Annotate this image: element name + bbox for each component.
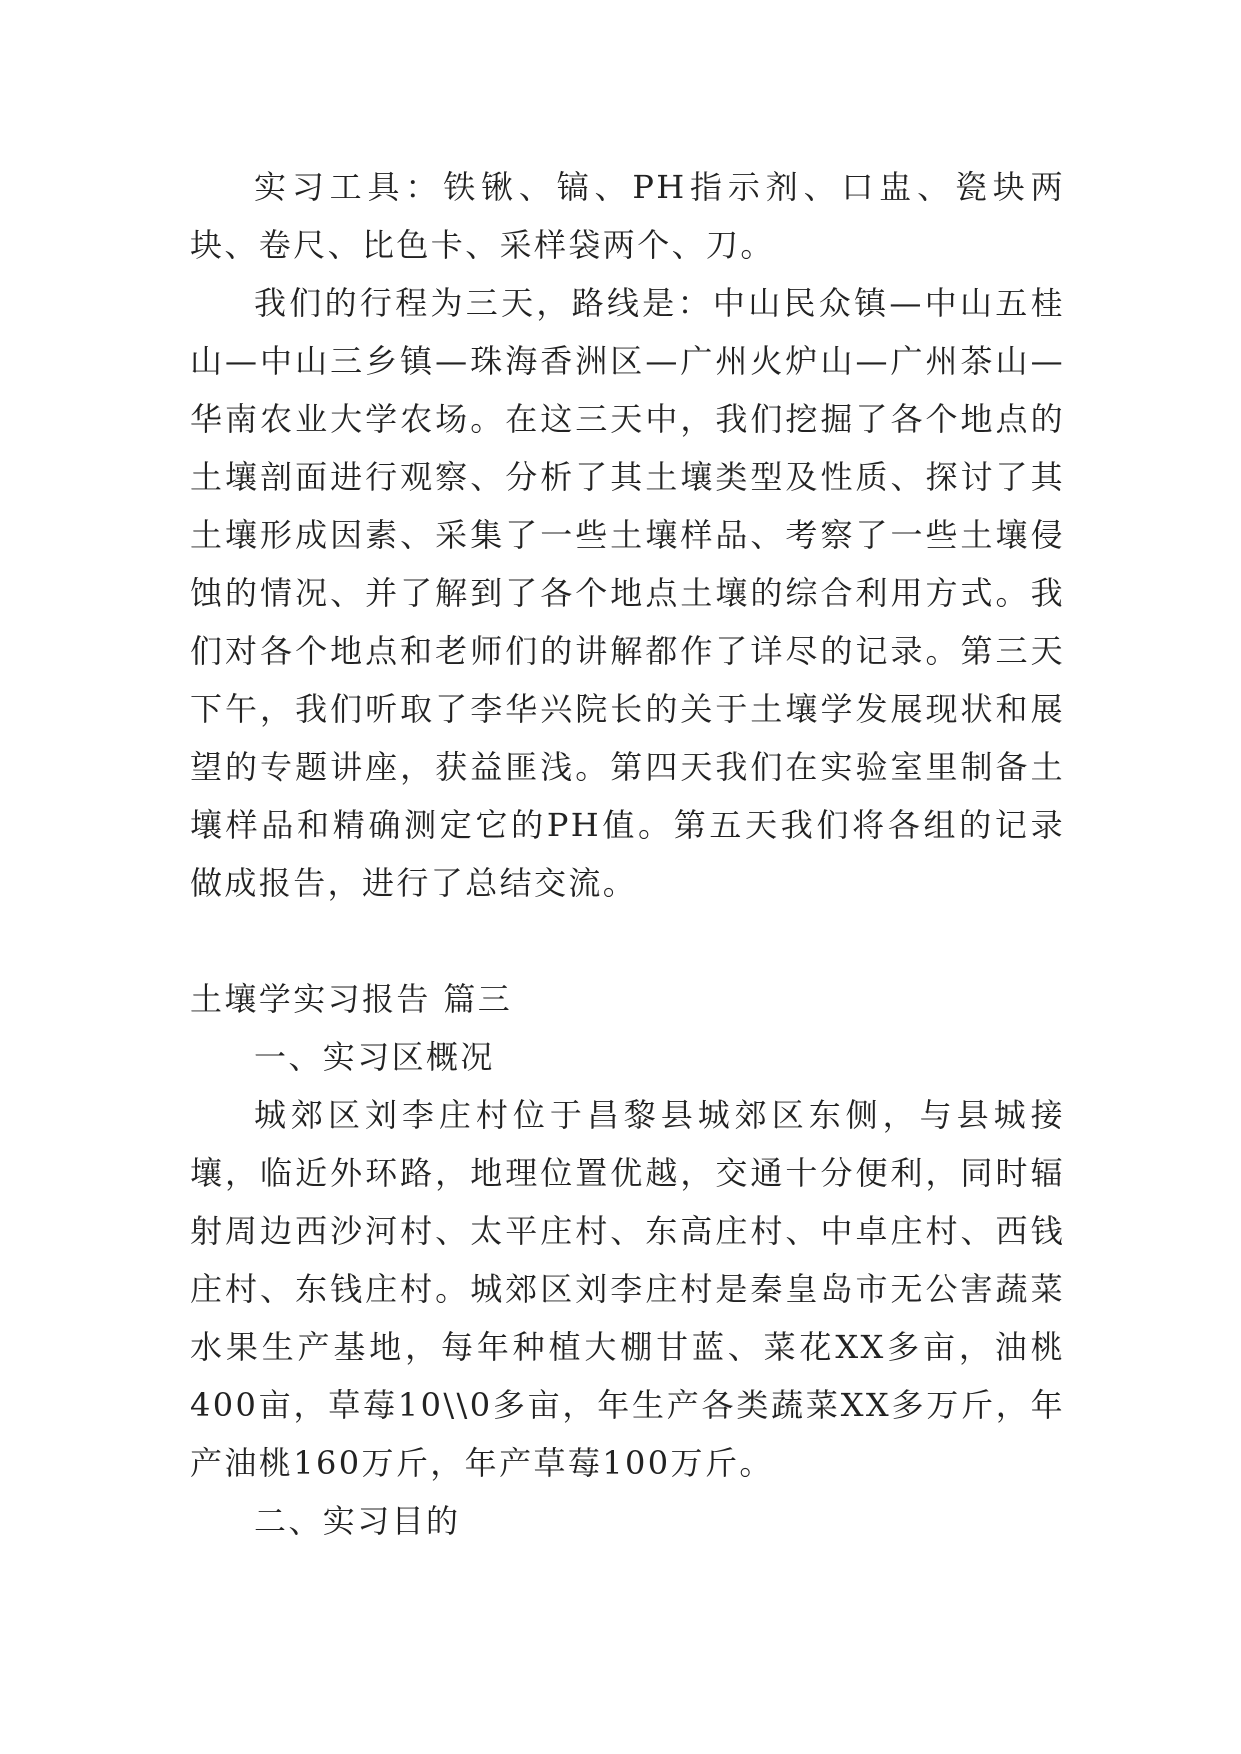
paragraph-tools: 实习工具：铁锹、镐、PH指示剂、口盅、瓷块两块、卷尺、比色卡、采样袋两个、刀。	[190, 168, 1065, 264]
section-title: 土壤学实习报告 篇三	[190, 980, 513, 1018]
paragraph-area-overview: 城郊区刘李庄村位于昌黎县城郊区东侧，与县城接壤，临近外环路，地理位置优越，交通十分便利，同时辐射周边西沙河村、太平庄村、东高庄村、中卓庄村、西钱庄村、东钱庄村。城郊区刘李庄村是秦皇岛市无公害蔬菜水果生产基地，每年种植大棚甘蓝、菜花XX多亩，油桃400亩，草莓10\\0多亩，年生产各类蔬菜XX多万斤，年产油桃160万斤，年产草莓100万斤。	[190, 1096, 1065, 1482]
paragraph-itinerary: 我们的行程为三天，路线是：中山民众镇—中山五桂山—中山三乡镇—珠海香洲区—广州火炉山—广州茶山—华南农业大学农场。在这三天中，我们挖掘了各个地点的土壤剖面进行观察、分析了其土壤类型及性质、探讨了其土壤形成因素、采集了一些土壤样品、考察了一些土壤侵蚀的情况、并了解到了各个地点土壤的综合利用方式。我们对各个地点和老师们的讲解都作了详尽的记录。第三天下午，我们听取了李华兴院长的关于土壤学发展现状和展望的专题讲座，获益匪浅。第四天我们在实验室里制备土壤样品和精确测定它的PH值。第五天我们将各组的记录做成报告，进行了总结交流。	[190, 284, 1065, 902]
subheading-area-overview: 一、实习区概况	[254, 1038, 495, 1076]
subheading-purpose: 二、实习目的	[254, 1502, 461, 1540]
document-body	[190, 158, 1065, 1550]
